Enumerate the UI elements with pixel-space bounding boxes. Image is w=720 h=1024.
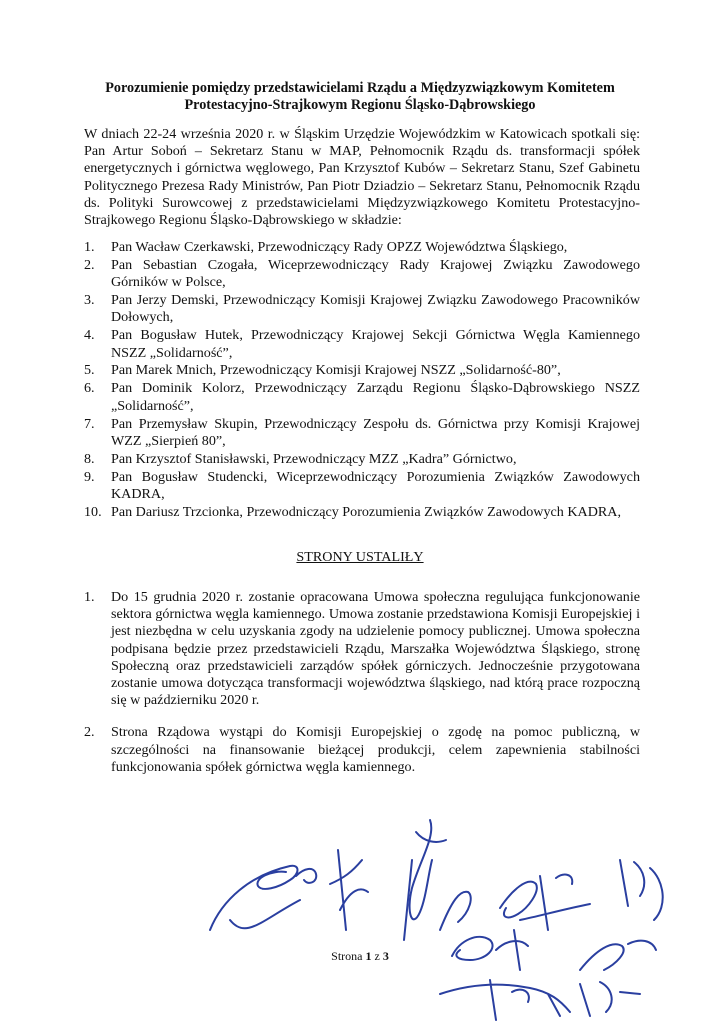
list-item-text: Pan Marek Mnich, Przewodniczący Komisji Krajowej NSZZ „Solidarność-80”, [111, 362, 561, 379]
list-item-text: Pan Dariusz Trzcionka, Przewodniczący Porozumienia Związków Zawodowych KADRA, [111, 503, 621, 520]
signature-1 [210, 866, 316, 930]
list-item-text: Strona Rządowa wystąpi do Komisji Europejskiej o zgodę na pomoc publiczną, w szczególności na finansowanie bieżącej produkcji, celem zapewnienia stabilności funkcjonowania spółek górnictwa węgla kamiennego. [111, 724, 640, 775]
terms-list [84, 589, 640, 776]
list-item [84, 451, 640, 468]
list-item [84, 239, 640, 256]
title-line-1: Porozumienie pomiędzy przedstawicielami Rządu a Międzyzwiązkowym Komitetem [105, 80, 615, 96]
footer-prefix: Strona [331, 949, 366, 963]
title-line-2: Protestacyjno-Strajkowym Regionu Śląsko-Dąbrowskiego [184, 97, 536, 113]
members-list [84, 239, 640, 521]
list-item-number: 1. [84, 589, 95, 605]
list-item [84, 380, 640, 415]
page-footer [0, 949, 720, 964]
list-item-number: 10. [84, 503, 102, 520]
list-item [84, 416, 640, 451]
list-item [84, 504, 640, 521]
page-current: 1 [365, 949, 372, 963]
list-item-number: 3. [84, 292, 95, 309]
list-item [84, 292, 640, 327]
document-title [60, 80, 660, 114]
list-item-number: 1. [84, 239, 95, 255]
list-item-number: 5. [84, 362, 95, 379]
list-item-number: 2. [84, 256, 95, 273]
list-item-number: 2. [84, 724, 95, 741]
section-heading: STRONY USTALIŁY [296, 549, 424, 565]
intro-paragraph: W dniach 22-24 września 2020 r. w Śląskim Urzędzie Wojewódzkim w Katowicach spotkali się: Pan Artur Soboń – Sekretarz Stanu w MAP, Pełnomocnik Rządu ds. transformacji spółek energetycznych i górnictwa węglowego, Pan Krzysztof Kubów – Sekretarz Stanu, Szef Gabinetu Politycznego Prezesa Rady Ministrów, Pan Piotr Dziadzio – Sekretarz Stanu, Pełnomocnik Rządu ds. Polityki Surowcowej z przedstawicielami Międzyzwiązkowego Komitetu Protestacyjno-Strajkowego Regionu Śląsko-Dąbrowskiego w składzie: [84, 126, 640, 229]
list-item-text: Pan Sebastian Czogała, Wiceprzewodniczący Rady Krajowej Związku Zawodowego Górników w Polsce, [111, 256, 640, 291]
list-item-text: Pan Wacław Czerkawski, Przewodniczący Rady OPZZ Województwa Śląskiego, [111, 239, 568, 255]
footer-separator: z [371, 949, 383, 963]
list-item-text: Pan Dominik Kolorz, Przewodniczący Zarządu Regionu Śląsko-Dąbrowskiego NSZZ „Solidarność”, [111, 380, 640, 414]
list-item-number: 9. [84, 468, 95, 485]
signature-2 [330, 850, 368, 930]
list-item-text: Pan Bogusław Hutek, Przewodniczący Krajowej Sekcji Górnictwa Węgla Kamiennego NSZZ „Solidarność”, [111, 327, 640, 361]
signature-4 [500, 875, 590, 930]
signature-5 [620, 860, 663, 920]
list-item-number: 6. [84, 380, 95, 397]
handwritten-signatures [0, 780, 720, 1024]
list-item [84, 724, 640, 776]
list-item-text: Pan Krzysztof Stanisławski, Przewodniczący MZZ „Kadra” Górnictwo, [111, 450, 517, 467]
list-item-text: Pan Bogusław Studencki, Wiceprzewodniczący Porozumienia Związków Zawodowych KADRA, [111, 468, 640, 502]
list-item-text: Pan Jerzy Demski, Przewodniczący Komisji Krajowej Związku Zawodowego Pracowników Dołowych, [111, 292, 640, 326]
list-item [84, 362, 640, 379]
list-item [84, 257, 640, 292]
list-item-number: 8. [84, 450, 95, 467]
list-item [84, 589, 640, 709]
list-item-text: Pan Przemysław Skupin, Przewodniczący Zespołu ds. Górnictwa przy Komisji Krajowej WZZ „Sierpień 80”, [111, 415, 640, 449]
list-item [84, 327, 640, 362]
list-item-text: Do 15 grudnia 2020 r. zostanie opracowana Umowa społeczna regulująca funkcjonowanie sektora górnictwa węgla kamiennego. Umowa zostanie przedstawiona Komisji Europejskiej i jest niezbędna w celu uzyskania zgody na udzielenie pomocy publicznej. Umowa społeczna podpisana będzie przez przedstawicieli Rządu, Marszałka Województwa Śląskiego, stronę Społeczną oraz przedstawicieli zarządów spółek górniczych. Jednocześnie przygotowana zostanie umowa dotycząca transformacji województwa śląskiego, nad którą prace rozpoczną się w październiku 2020 r. [111, 589, 640, 709]
signature-8 [440, 980, 640, 1020]
signature-3 [404, 820, 471, 940]
page-total: 3 [382, 949, 389, 963]
list-item-number: 7. [84, 415, 95, 432]
list-item [84, 469, 640, 504]
list-item-number: 4. [84, 327, 95, 344]
